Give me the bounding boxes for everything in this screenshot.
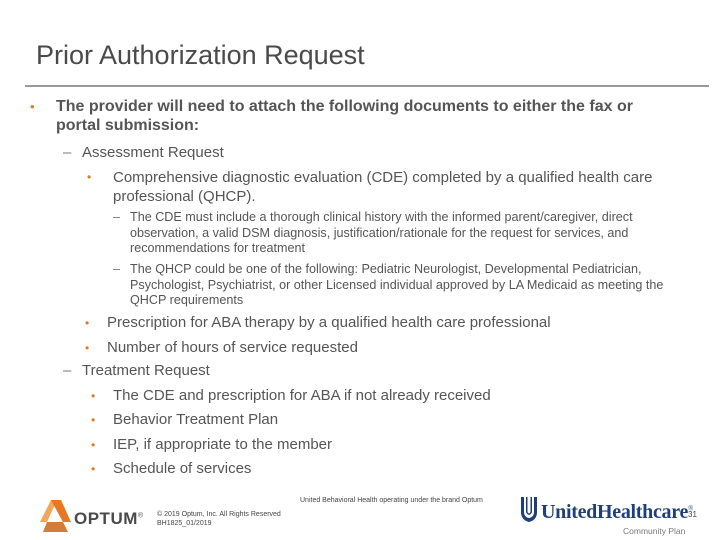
treatment-item-text: IEP, if appropriate to the member bbox=[113, 436, 333, 453]
bullet-marker: • bbox=[85, 316, 90, 330]
bullet-marker: • bbox=[85, 341, 90, 355]
bullet-marker: • bbox=[91, 438, 96, 452]
document-code: BH1825_01/2019 bbox=[157, 520, 212, 527]
bullet-marker: • bbox=[30, 99, 35, 114]
registered-mark: ® bbox=[137, 512, 144, 520]
operating-note: United Behavioral Health operating under the brand Optum bbox=[300, 497, 483, 504]
treatment-item-iep bbox=[87, 435, 332, 455]
uhc-registered-mark: ® bbox=[688, 504, 694, 513]
cde-item-text: Comprehensive diagnostic evaluation (CDE) completed by a qualified health care professional (QHCP). bbox=[113, 169, 653, 205]
uhc-subtitle: Community Plan bbox=[623, 526, 686, 536]
treatment-item-text: Schedule of services bbox=[113, 460, 252, 477]
treatment-item-text: Behavior Treatment Plan bbox=[113, 411, 279, 428]
treatment-heading-text: Treatment Request bbox=[82, 362, 210, 379]
bullet-marker: • bbox=[91, 462, 96, 476]
uhc-brand-text: UnitedHealthcare bbox=[541, 501, 689, 523]
assessment-item-prescription bbox=[85, 313, 551, 333]
treatment-item-plan bbox=[87, 410, 278, 430]
intro-bullet bbox=[30, 97, 670, 135]
cde-sub-text: The QHCP could be one of the following: Pediatric Neurologist, Developmental Pediatrician, Psychologist, Psychiatrist, or other Licensed individual approved by LA Medicaid as meeting the QHCP requirements bbox=[130, 262, 664, 307]
treatment-item-cde bbox=[87, 386, 491, 406]
assessment-item-text: Prescription for ABA therapy by a qualified health care professional bbox=[107, 314, 551, 331]
cde-item bbox=[87, 168, 697, 206]
optum-wordmark bbox=[74, 509, 144, 529]
page-title: Prior Authorization Request bbox=[36, 40, 365, 70]
bullet-marker: • bbox=[87, 170, 92, 184]
cde-sub-text: The CDE must include a thorough clinical history with the informed parent/caregiver, direct observation, a valid DSM diagnosis, justification/rationale for the request for services, and recommendations for treatment bbox=[130, 210, 633, 255]
treatment-item-text: The CDE and prescription for ABA if not already received bbox=[113, 387, 491, 404]
optum-brand-text: OPTUM bbox=[74, 509, 138, 528]
uhc-shield-icon bbox=[518, 494, 540, 524]
assessment-heading bbox=[63, 143, 224, 162]
dash-marker: – bbox=[63, 362, 72, 379]
bullet-marker: • bbox=[91, 413, 96, 427]
treatment-item-schedule bbox=[87, 459, 251, 479]
cde-sub-item-history bbox=[113, 210, 698, 257]
dash-marker: – bbox=[113, 210, 121, 224]
copyright-notice bbox=[157, 510, 281, 528]
copyright-line: © 2019 Optum, Inc. All Rights Reserved bbox=[157, 511, 281, 518]
treatment-heading bbox=[63, 361, 210, 380]
assessment-heading-text: Assessment Request bbox=[82, 144, 224, 161]
intro-text: The provider will need to attach the following documents to either the fax or portal submission: bbox=[56, 98, 633, 134]
assessment-item-hours bbox=[85, 338, 358, 358]
dash-marker: – bbox=[63, 144, 72, 161]
uhc-wordmark bbox=[541, 501, 693, 524]
title-divider bbox=[25, 85, 709, 87]
cde-sub-item-qhcp bbox=[113, 262, 698, 309]
dash-marker: – bbox=[113, 262, 121, 276]
assessment-item-text: Number of hours of service requested bbox=[107, 339, 358, 356]
page-number: 31 bbox=[688, 510, 697, 519]
bullet-marker: • bbox=[91, 389, 96, 403]
